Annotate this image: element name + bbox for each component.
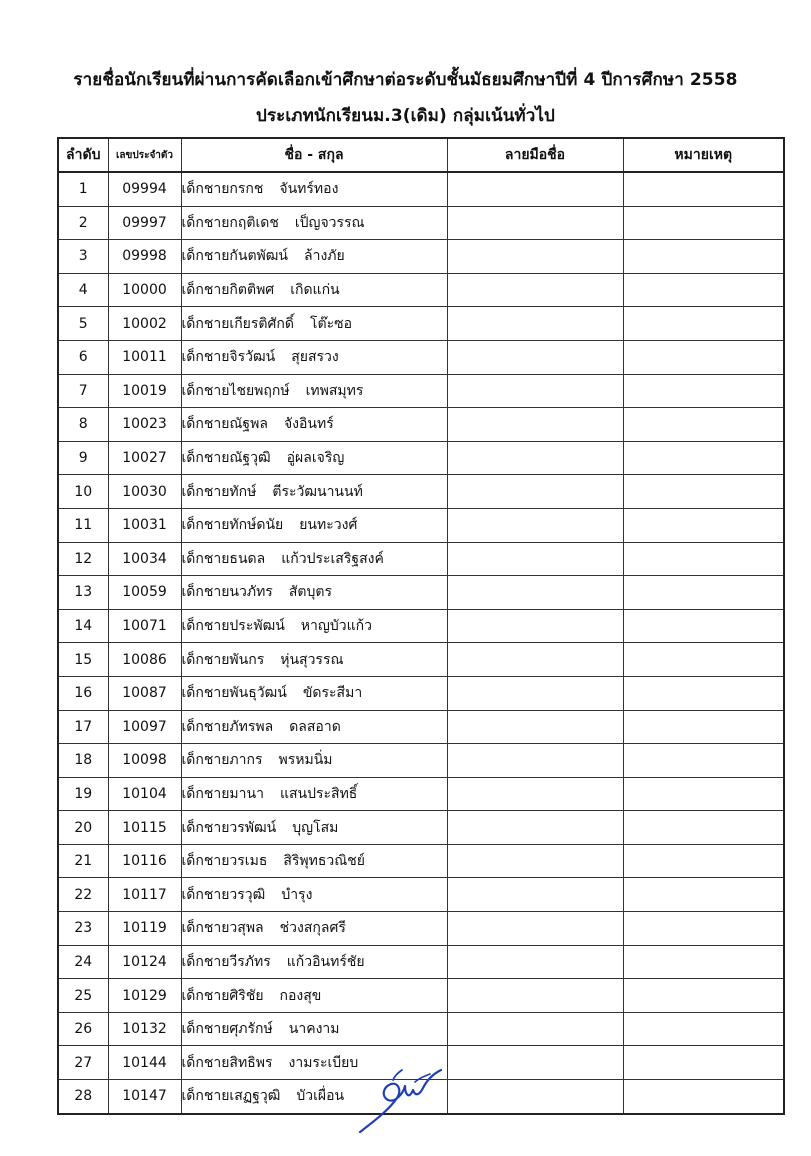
student-last-name: สิริพุทธวณิชย์ (283, 853, 365, 870)
table-row (58, 744, 784, 778)
remark-cell (623, 1012, 784, 1046)
student-id: 09997 (108, 206, 181, 240)
student-name (181, 206, 447, 240)
student-name (181, 979, 447, 1013)
student-last-name: จังอินทร์ (283, 416, 334, 433)
signature-cell (447, 710, 623, 744)
student-name (181, 844, 447, 878)
row-number: 15 (58, 643, 108, 677)
signature-cell (447, 307, 623, 341)
student-first-name: เด็กชายทักษ์ (181, 483, 257, 500)
column-header-remark: หมายเหตุ (623, 138, 784, 172)
signature-cell (447, 273, 623, 307)
signature-cell (447, 172, 623, 206)
student-last-name: ตีระวัฒนานนท์ (272, 483, 363, 500)
student-name (181, 542, 447, 576)
row-number: 2 (58, 206, 108, 240)
table-row (58, 643, 784, 677)
student-first-name: เด็กชายกันตพัฒน์ (181, 248, 289, 265)
student-name (181, 307, 447, 341)
remark-cell (623, 475, 784, 509)
student-name (181, 172, 447, 206)
student-first-name: เด็กชายณัฐวุฒิ (181, 450, 271, 467)
student-id: 10031 (108, 508, 181, 542)
signature-cell (447, 979, 623, 1013)
row-number: 25 (58, 979, 108, 1013)
row-number: 11 (58, 508, 108, 542)
student-id: 10030 (108, 475, 181, 509)
signature-cell (447, 844, 623, 878)
student-first-name: เด็กชายวรวุฒิ (181, 886, 266, 903)
student-last-name: บัวเผื่อน (296, 1088, 345, 1105)
student-first-name: เด็กชายวรเมธ (181, 853, 268, 870)
document-subtitle: ประเภทนักเรียนม.3(เดิม) กลุ่มเน้นทั่วไป (256, 106, 555, 126)
remark-cell (623, 912, 784, 946)
row-number: 23 (58, 912, 108, 946)
student-last-name: แก้วอินทร์ชัย (286, 953, 365, 970)
table-body (58, 172, 784, 1114)
student-last-name: โต๊ะซอ (309, 315, 352, 332)
remark-cell (623, 441, 784, 475)
signature-cell (447, 777, 623, 811)
remark-cell (623, 206, 784, 240)
student-id: 10027 (108, 441, 181, 475)
signature-cell (447, 206, 623, 240)
student-last-name: เป็ญจวรรณ (294, 214, 365, 231)
table-row (58, 240, 784, 274)
signature-cell (447, 676, 623, 710)
table-row (58, 475, 784, 509)
student-first-name: เด็กชายณัฐพล (181, 416, 268, 433)
student-name (181, 777, 447, 811)
student-id: 10124 (108, 945, 181, 979)
student-last-name: แก้วประเสริฐสงค์ (281, 550, 384, 567)
student-name (181, 576, 447, 610)
table-row (58, 811, 784, 845)
student-first-name: เด็กชายเสฏฐวุฒิ (181, 1088, 281, 1105)
student-last-name: หาญบัวแก้ว (300, 618, 372, 635)
student-name (181, 912, 447, 946)
student-name (181, 676, 447, 710)
student-first-name: เด็กชายศุภรักษ์ (181, 1021, 273, 1038)
signature-cell (447, 1080, 623, 1114)
student-first-name: เด็กชายเกียรติศักดิ์ (181, 315, 294, 332)
signature-cell (447, 643, 623, 677)
student-last-name: เทพสมุทร (305, 382, 364, 399)
student-roster-table (57, 137, 785, 1115)
student-id: 10119 (108, 912, 181, 946)
row-number: 16 (58, 676, 108, 710)
student-name (181, 374, 447, 408)
remark-cell (623, 374, 784, 408)
student-name (181, 643, 447, 677)
student-name (181, 240, 447, 274)
row-number: 21 (58, 844, 108, 878)
student-first-name: เด็กชายวสุพล (181, 920, 264, 937)
table-row (58, 542, 784, 576)
remark-cell (623, 408, 784, 442)
remark-cell (623, 1046, 784, 1080)
remark-cell (623, 643, 784, 677)
student-first-name: เด็กชายกิตติพศ (181, 282, 275, 299)
student-name (181, 475, 447, 509)
table-row (58, 609, 784, 643)
remark-cell (623, 710, 784, 744)
remark-cell (623, 542, 784, 576)
student-id: 10098 (108, 744, 181, 778)
student-first-name: เด็กชายนวภัทร (181, 584, 273, 601)
remark-cell (623, 1080, 784, 1114)
student-first-name: เด็กชายวรพัฒน์ (181, 819, 277, 836)
remark-cell (623, 576, 784, 610)
student-id: 10132 (108, 1012, 181, 1046)
signature-cell (447, 542, 623, 576)
remark-cell (623, 508, 784, 542)
row-number: 18 (58, 744, 108, 778)
student-last-name: ล้างภัย (304, 248, 345, 265)
student-last-name: อู่ผลเจริญ (286, 450, 345, 467)
remark-cell (623, 777, 784, 811)
signature-cell (447, 475, 623, 509)
student-id: 10034 (108, 542, 181, 576)
student-name (181, 878, 447, 912)
student-first-name: เด็กชายกรกช (181, 181, 264, 198)
remark-cell (623, 307, 784, 341)
student-name (181, 408, 447, 442)
signature-cell (447, 1012, 623, 1046)
student-id: 10115 (108, 811, 181, 845)
remark-cell (623, 744, 784, 778)
table-row (58, 576, 784, 610)
row-number: 7 (58, 374, 108, 408)
student-last-name: พรหมนิ่ม (278, 752, 333, 769)
student-first-name: เด็กชายพันกร (181, 651, 265, 668)
table-row (58, 912, 784, 946)
student-last-name: นาคงาม (288, 1021, 340, 1038)
student-name (181, 710, 447, 744)
row-number: 4 (58, 273, 108, 307)
table-row (58, 374, 784, 408)
student-name (181, 609, 447, 643)
student-first-name: เด็กชายศิริชัย (181, 987, 264, 1004)
student-last-name: สัตบุตร (288, 584, 332, 601)
student-id: 09998 (108, 240, 181, 274)
signature-cell (447, 912, 623, 946)
student-id: 10117 (108, 878, 181, 912)
signature-cell (447, 811, 623, 845)
column-header-no: ลำดับ (58, 138, 108, 172)
student-first-name: เด็กชายสิทธิพร (181, 1054, 273, 1071)
student-id: 10087 (108, 676, 181, 710)
student-name (181, 340, 447, 374)
row-number: 12 (58, 542, 108, 576)
row-number: 1 (58, 172, 108, 206)
table-row (58, 307, 784, 341)
student-name (181, 811, 447, 845)
student-id: 10116 (108, 844, 181, 878)
row-number: 8 (58, 408, 108, 442)
remark-cell (623, 945, 784, 979)
row-number: 9 (58, 441, 108, 475)
student-first-name: เด็กชายพันธุวัฒน์ (181, 685, 287, 702)
signature-cell (447, 408, 623, 442)
remark-cell (623, 811, 784, 845)
student-id: 10002 (108, 307, 181, 341)
row-number: 22 (58, 878, 108, 912)
table-row (58, 340, 784, 374)
student-last-name: สุยสรวง (291, 349, 339, 366)
student-first-name: เด็กชายประพัฒน์ (181, 618, 285, 635)
table-row (58, 508, 784, 542)
student-name (181, 441, 447, 475)
row-number: 27 (58, 1046, 108, 1080)
student-name (181, 744, 447, 778)
signature-cell (447, 374, 623, 408)
signature-cell (447, 744, 623, 778)
student-last-name: บำรุง (281, 886, 313, 903)
student-name (181, 273, 447, 307)
row-number: 28 (58, 1080, 108, 1114)
student-first-name: เด็กชายมานา (181, 785, 264, 802)
table-row (58, 878, 784, 912)
table-header-row (58, 138, 784, 172)
signature-cell (447, 576, 623, 610)
row-number: 17 (58, 710, 108, 744)
row-number: 13 (58, 576, 108, 610)
student-id: 10147 (108, 1080, 181, 1114)
student-id: 10059 (108, 576, 181, 610)
remark-cell (623, 340, 784, 374)
student-first-name: เด็กชายทักษ์ดนัย (181, 517, 284, 534)
signature-cell (447, 441, 623, 475)
student-id: 10011 (108, 340, 181, 374)
student-first-name: เด็กชายจิรวัฒน์ (181, 349, 276, 366)
remark-cell (623, 844, 784, 878)
student-id: 10144 (108, 1046, 181, 1080)
student-id: 10071 (108, 609, 181, 643)
signature-cell (447, 340, 623, 374)
row-number: 5 (58, 307, 108, 341)
remark-cell (623, 878, 784, 912)
student-id: 09994 (108, 172, 181, 206)
student-last-name: ยนทะวงศ์ (299, 517, 358, 534)
row-number: 20 (58, 811, 108, 845)
signature-cell (447, 1046, 623, 1080)
student-id: 10019 (108, 374, 181, 408)
signature-cell (447, 508, 623, 542)
student-last-name: งามระเบียบ (288, 1054, 359, 1071)
student-last-name: ช่วงสกุลศรี (279, 920, 346, 937)
student-first-name: เด็กชายกฤติเดช (181, 214, 279, 231)
remark-cell (623, 676, 784, 710)
table-row (58, 844, 784, 878)
table-row (58, 408, 784, 442)
row-number: 3 (58, 240, 108, 274)
student-id: 10097 (108, 710, 181, 744)
column-header-student-id: เลขประจำตัว (108, 138, 181, 172)
student-first-name: เด็กชายภากร (181, 752, 263, 769)
student-id: 10023 (108, 408, 181, 442)
remark-cell (623, 979, 784, 1013)
row-number: 10 (58, 475, 108, 509)
student-last-name: กองสุข (279, 987, 322, 1004)
student-last-name: ขัดระสีมา (302, 685, 363, 702)
row-number: 19 (58, 777, 108, 811)
remark-cell (623, 609, 784, 643)
document-title: รายชื่อนักเรียนที่ผ่านการคัดเลือกเข้าศึกษาต่อระดับชั้นมัธยมศึกษาปีที่ 4 ปีการศึกษา 2558 (73, 70, 738, 90)
student-id: 10104 (108, 777, 181, 811)
student-first-name: เด็กชายธนดล (181, 550, 266, 567)
student-last-name: หุ่นสุวรรณ (280, 651, 344, 668)
remark-cell (623, 172, 784, 206)
handwritten-signature (355, 1040, 445, 1135)
table-row (58, 172, 784, 206)
student-last-name: เกิดแก่น (290, 282, 340, 299)
remark-cell (623, 273, 784, 307)
student-last-name: แสนประสิทธิ์ (279, 785, 358, 802)
student-id: 10000 (108, 273, 181, 307)
signature-cell (447, 945, 623, 979)
student-name (181, 508, 447, 542)
student-last-name: ดลสอาด (289, 718, 341, 735)
table-row (58, 676, 784, 710)
student-first-name: เด็กชายวีรภัทร (181, 953, 271, 970)
student-first-name: เด็กชายภัทรพล (181, 718, 274, 735)
row-number: 6 (58, 340, 108, 374)
student-first-name: เด็กชายไชยพฤกษ์ (181, 382, 290, 399)
signature-cell (447, 878, 623, 912)
table-row (58, 979, 784, 1013)
student-id: 10086 (108, 643, 181, 677)
row-number: 24 (58, 945, 108, 979)
table-row (58, 206, 784, 240)
table-row (58, 273, 784, 307)
remark-cell (623, 240, 784, 274)
table-row (58, 441, 784, 475)
signature-cell (447, 609, 623, 643)
table-row (58, 777, 784, 811)
table-row (58, 945, 784, 979)
student-name (181, 945, 447, 979)
student-last-name: จันทร์ทอง (279, 181, 339, 198)
row-number: 26 (58, 1012, 108, 1046)
row-number: 14 (58, 609, 108, 643)
signature-cell (447, 240, 623, 274)
student-id: 10129 (108, 979, 181, 1013)
student-last-name: บุญโสม (292, 819, 339, 836)
column-header-signature: ลายมือชื่อ (447, 138, 623, 172)
column-header-name: ชื่อ - สกุล (181, 138, 447, 172)
table-row (58, 710, 784, 744)
